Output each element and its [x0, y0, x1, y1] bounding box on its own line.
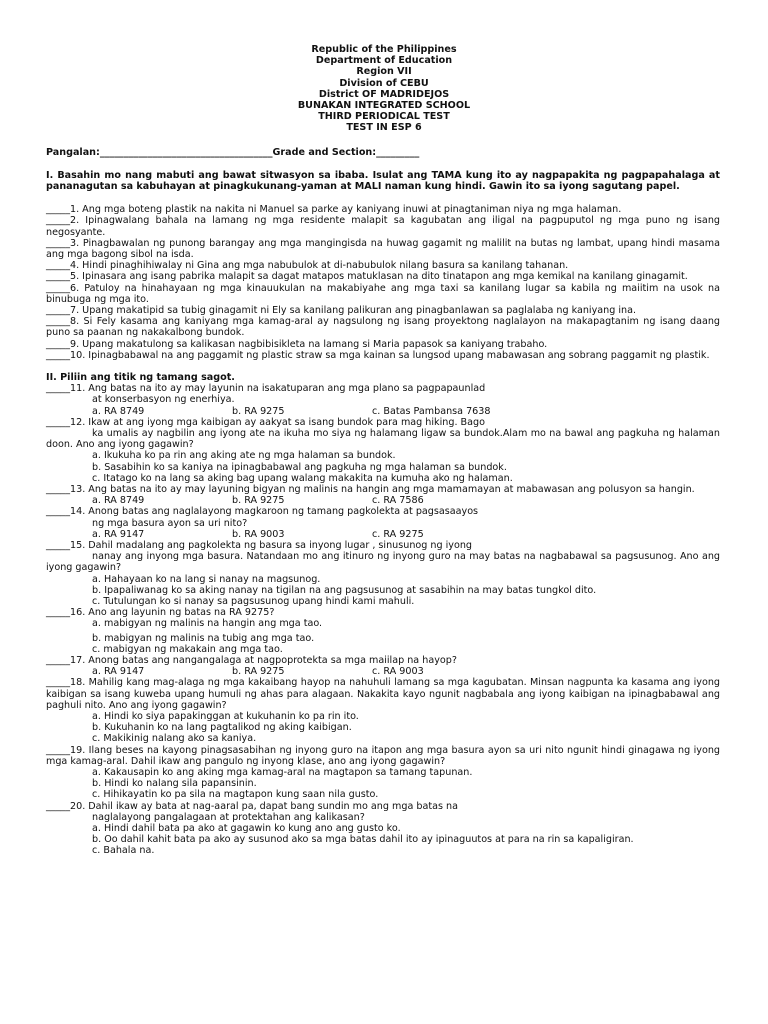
choice-a: a. RA 9147 — [92, 528, 145, 540]
question-stem: _____13. Ang batas na ito ay may layuning bigyan ng malinis na hangin ang mga mamamayan at mabawasan ang polusyon sa hangin. — [46, 483, 695, 495]
choice-b: b. Hindi ko nalang sila papansinin. — [92, 778, 257, 790]
header-line: THIRD PERIODICAL TEST — [318, 111, 450, 123]
question-stem: _____15. Dahil madalang ang pagkolekta ng basura sa inyong lugar , sinusunog ng iyong — [46, 540, 473, 551]
choice-a: a. Hahayaan ko na lang si nanay na magsunog. — [92, 573, 321, 585]
choice-c: c. Hihikayatin ko pa sila na magtapon kung saan nila gusto. — [92, 789, 379, 801]
header-line: District OF MADRIDEJOS — [318, 88, 450, 100]
choice-c: c. Tutulungan ko si nanay sa pagsusunog upang hindi kami mahuli. — [92, 596, 415, 608]
part1-instructions: I. Basahin mo nang mabuti ang bawat sitwasyon sa ibaba. Isulat ang TAMA kung ito ay nagpapakita ng pagpapahalaga at pananagutan sa kabuhayan at pinagkukunang-yaman at MALI naman kung hindi. Gawin ito sa iyong sagutang papel. — [46, 169, 720, 192]
question-continuation: ng mga basura ayon sa uri nito? — [92, 517, 248, 529]
true-false-item: _____7. Upang makatipid sa tubig ginagamit ni Ely sa kanilang palikuran ang pinagbanlawan sa paglalaba ng kaniyang ina. — [46, 304, 637, 316]
part2-title: II. Piliin ang titik ng tamang sagot. — [46, 371, 235, 383]
part2-items — [46, 383, 720, 857]
question-stem: _____11. Ang batas na ito ay may layunin na isakatuparan ang mga plano sa pagpapaunlad — [46, 383, 486, 395]
true-false-item: _____9. Upang makatulong sa kalikasan nagbibisikleta na lamang si Maria papasok sa kaniyang trabaho. — [46, 338, 548, 350]
choice-c: c. Bahala na. — [92, 845, 155, 857]
choice-c: c. Itatago ko na lang sa aking bag upang walang makakita na kumuha ako ng halaman. — [92, 472, 513, 484]
question-stem: _____16. Ano ang layunin ng batas na RA 9275? — [46, 607, 275, 619]
choice-a: a. mabigyan ng malinis na hangin ang mga tao. — [92, 618, 323, 630]
choice-a: a. Kakausapin ko ang aking mga kamag-aral na magtapon sa tamang tapunan. — [92, 767, 473, 779]
choice-b: b. Oo dahil kahit bata pa ako ay susunod ako sa mga batas dahil ito ay ipinaguutos at para na rin sa kapaligiran. — [92, 834, 634, 846]
true-false-item: _____5. Ipinasara ang isang pabrika malapit sa dagat matapos matuklasan na dito tinatapon ang mga kemikal na kanilang ginagamit. — [46, 271, 688, 283]
choice-c: c. RA 7586 — [372, 495, 424, 507]
choice-b: b. RA 9275 — [232, 666, 285, 678]
choice-b: b. RA 9275 — [232, 405, 285, 417]
true-false-item: _____6. Patuloy na hinahayaan ng mga kinauukulan na makabiyahe ang mga taxi sa kanilang lugar sa kabila ng maiitim na usok na binubuga ng mga ito. — [46, 282, 720, 305]
choice-b: b. RA 9275 — [232, 495, 285, 507]
question-stem: _____18. Mahilig kang mag-alaga ng mga kakaibang hayop na nahuhuli lamang sa mga kagubatan. Minsan nagpunta ka kasama ang iyong kaibigan sa isang kuweba upang humuli ng ahas para alagaan. Nakakita kayo ngunit nagbabala ang iyong kaibigan na ipinagbabawal ang paghuli nito. Ano ang iyong gagawin? — [46, 677, 720, 711]
question-continuation: naglalayong pangalagaan at protektahan ang kalikasan? — [92, 811, 365, 823]
question-stem: _____17. Anong batas ang nangangalaga at nagpoprotekta sa mga maiilap na hayop? — [46, 655, 457, 667]
choice-b: b. Kukuhanin ko na lang pagtalikod ng aking kaibigan. — [92, 722, 352, 734]
choice-b: b. RA 9003 — [232, 528, 285, 540]
choice-row — [46, 666, 720, 677]
header-line: Division of CEBU — [339, 77, 429, 89]
document-header — [0, 44, 768, 134]
name-grade-line: Pangalan:____________________________________Grade and Section:_________ — [46, 146, 420, 158]
question-continuation: at konserbasyon ng enerhiya. — [92, 394, 235, 406]
header-line: TEST IN ESP 6 — [346, 122, 422, 134]
true-false-item: _____1. Ang mga boteng plastik na nakita ni Manuel sa parke ay kaniyang inuwi at pinagtaniman niya ng mga halaman. — [46, 204, 622, 216]
part1-items — [46, 204, 720, 361]
choice-c: c. Batas Pambansa 7638 — [372, 405, 491, 417]
question-stem: _____19. Ilang beses na kayong pinagsasabihan ng inyong guro na itapon ang mga basura ayon sa uri nito ngunit hindi ginagawa ng iyong mga kamag-aral. Dahil ikaw ang pangulo ng inyong klase, ano ang iyong gagawin? — [46, 744, 720, 767]
header-line: BUNAKAN INTEGRATED SCHOOL — [297, 99, 471, 111]
header-line: Department of Education — [315, 55, 453, 67]
question-stem: _____12. Ikaw at ang iyong mga kaibigan ay aakyat sa isang bundok para mag hiking. Bago — [46, 416, 485, 428]
true-false-item: _____4. Hindi pinaghihiwalay ni Gina ang mga nabubulok at di-nabubulok nilang basura sa kanilang tahanan. — [46, 260, 569, 272]
choice-c: c. Makikinig nalang ako sa kaniya. — [92, 733, 257, 745]
header-line: Region VII — [356, 66, 412, 78]
choice-row — [46, 406, 720, 417]
test-page — [0, 44, 768, 857]
question-stem: _____14. Anong batas ang naglalayong magkaroon ng tamang pagkolekta at pagsasaayos — [46, 506, 479, 518]
choice-a: a. RA 8749 — [92, 405, 145, 417]
question-continuation: ka umalis ay nagbilin ang iyong ate na ikuha mo siya ng halamang ligaw sa bundok.Alam mo na bawal ang pagkuha ng halaman doon. Ano ang iyong gagawin? — [46, 427, 720, 451]
choice-row — [46, 529, 720, 540]
choice-a: a. RA 8749 — [92, 495, 145, 507]
true-false-item: _____3. Pinagbawalan ng punong barangay ang mga mangingisda na huwag gagamit ng malilit na butas ng lambat, upang hindi masama ang mga bagong sibol na isda. — [46, 237, 720, 260]
choice-a: a. Hindi ko siya papakinggan at kukuhanin ko pa rin ito. — [92, 711, 359, 723]
choice-b: b. Sasabihin ko sa kaniya na ipinagbabawal ang pagkuha ng mga halaman sa bundok. — [92, 461, 507, 473]
choice-a: a. Ikukuha ko pa rin ang aking ate ng mga halaman sa bundok. — [92, 450, 396, 462]
true-false-item: _____10. Ipinagbabawal na ang paggamit ng plastic straw sa mga kainan sa lungsod upang mabawasan ang sobrang paggamit ng plastik. — [46, 349, 710, 361]
true-false-item: _____2. Ipinagwalang bahala na lamang ng mga residente malapit sa kagubatan ang iligal na pagpuputol ng mga puno ng isang negosyante. — [46, 215, 720, 238]
choice-c: c. mabigyan ng makakain ang mga tao. — [92, 643, 283, 655]
question-stem: _____20. Dahil ikaw ay bata at nag-aaral pa, dapat bang sundin mo ang mga batas na — [46, 800, 459, 812]
choice-c: c. RA 9003 — [372, 666, 424, 678]
choice-a: a. RA 9147 — [92, 666, 145, 678]
question-continuation: nanay ang inyong mga basura. Natandaan mo ang itinuro ng inyong guro na may batas na nagbabawal sa pagsusunog. Ano ang iyong gagawin? — [46, 551, 720, 574]
choice-b: b. mabigyan ng malinis na tubig ang mga tao. — [92, 632, 315, 644]
true-false-item: _____8. Si Fely kasama ang kaniyang mga kamag-aral ay nagsulong ng isang proyektong naglalayon na makapagtanim ng isang daang puno sa paanan ng nakakalbong bundok. — [46, 316, 720, 339]
choice-row — [46, 495, 720, 506]
choice-c: c. RA 9275 — [372, 528, 424, 540]
header-line: Republic of the Philippines — [311, 44, 457, 55]
choice-b: b. Ipapaliwanag ko sa aking nanay na tigilan na ang pagsusunog at sasabihin na may batas tungkol dito. — [92, 584, 597, 596]
choice-a: a. Hindi dahil bata pa ako at gagawin ko kung ano ang gusto ko. — [92, 823, 401, 835]
